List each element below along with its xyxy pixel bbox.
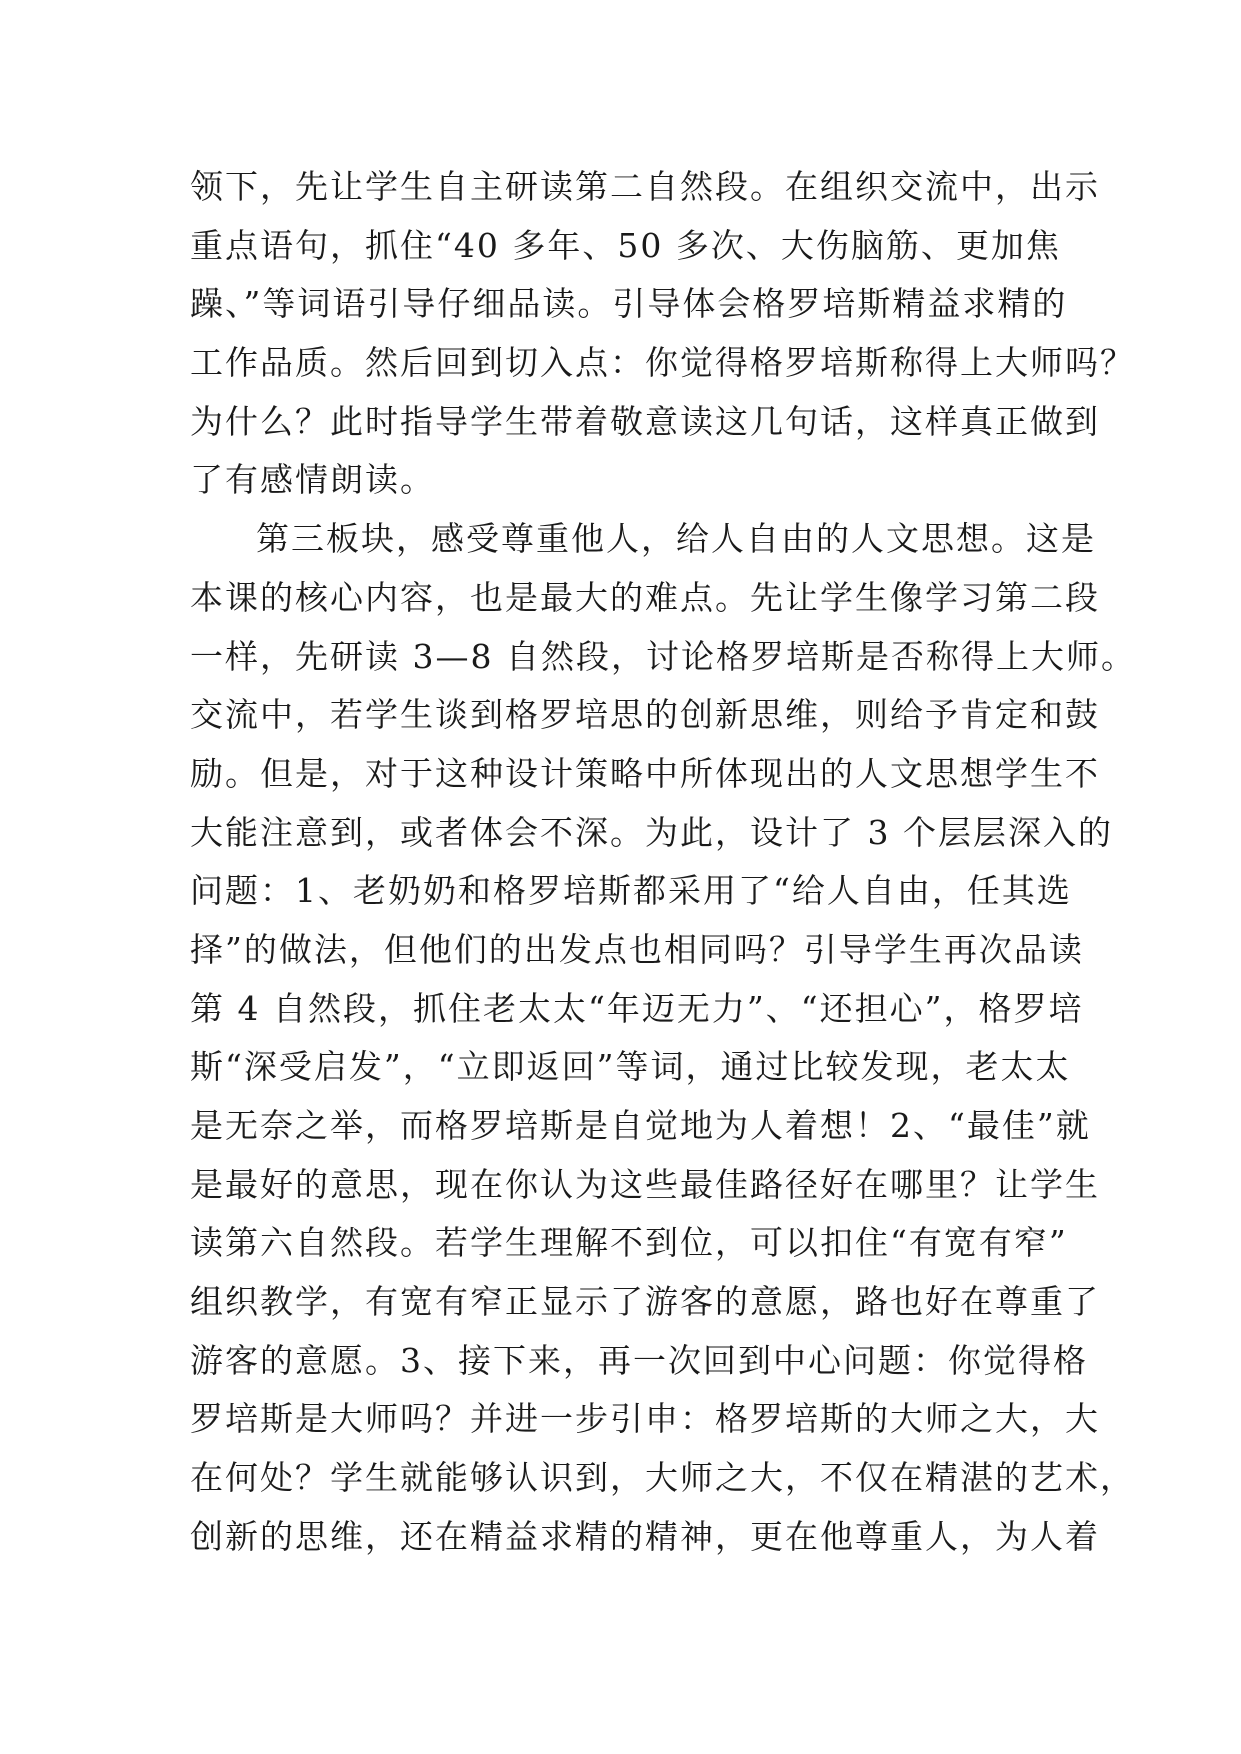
text-line: 励。但是，对于这种设计策略中所体现出的人文思想学生不 <box>190 753 1100 793</box>
text-line: 罗培斯是大师吗？并进一步引申：格罗培斯的大师之大，大 <box>190 1399 1100 1439</box>
text-line: 组织教学，有宽有窄正显示了游客的意愿，路也好在尊重了 <box>190 1282 1100 1322</box>
text-line: 斯“深受启发”，“立即返回”等词，通过比较发现，老太太 <box>190 1047 1071 1087</box>
text-line: 是无奈之举，而格罗培斯是自觉地为人着想！2、“最佳”就 <box>190 1106 1091 1145</box>
text-line: 躁、”等词语引导仔细品读。引导体会格罗培斯精益求精的 <box>190 284 1068 324</box>
text-line: 领下，先让学生自主研读第二自然段。在组织交流中，出示 <box>190 167 1100 206</box>
text-line: 重点语句，抓住“40 多年、50 多次、大伤脑筋、更加焦 <box>190 225 1061 265</box>
text-line: 大能注意到，或者体会不深。为此，设计了 3 个层层深入的 <box>190 812 1113 852</box>
text-line: 交流中，若学生谈到格罗培思的创新思维，则给予肯定和鼓 <box>190 695 1100 735</box>
text-line: 一样，先研读 3—8 自然段，讨论格罗培斯是否称得上大师。 <box>190 636 1136 676</box>
text-line: 在何处？学生就能够认识到，大师之大，不仅在精湛的艺术， <box>190 1458 1135 1498</box>
text-line: 为什么？此时指导学生带着敬意读这几句话，这样真正做到 <box>190 401 1100 441</box>
text-line: 游客的意愿。3、接下来，再一次回到中心问题：你觉得格 <box>190 1340 1088 1380</box>
text-line-first: 第三板块，感受尊重他人，给人自由的人文思想。这是 <box>256 519 1096 559</box>
text-line: 是最好的意思，现在你认为这些最佳路径好在哪里？让学生 <box>190 1164 1100 1204</box>
text-line: 第 4 自然段，抓住老太太“年迈无力”、“还担心”，格罗培 <box>190 988 1084 1028</box>
text-line: 工作品质。然后回到切入点：你觉得格罗培斯称得上大师吗？ <box>190 343 1135 383</box>
paragraph-2 <box>190 510 1136 1566</box>
body-text <box>190 158 1136 1567</box>
text-line: 择”的做法，但他们的出发点也相同吗？引导学生再次品读 <box>190 929 1084 969</box>
text-line: 读第六自然段。若学生理解不到位，可以扣住“有宽有窄” <box>190 1223 1068 1263</box>
text-line: 本课的核心内容，也是最大的难点。先让学生像学习第二段 <box>190 577 1100 617</box>
paragraph-1 <box>190 158 1135 510</box>
text-line: 了有感情朗读。 <box>190 460 435 500</box>
text-line: 问题：1、老奶奶和格罗培斯都采用了“给人自由，任其选 <box>190 871 1072 911</box>
text-line: 创新的思维，还在精益求精的精神，更在他尊重人，为人着 <box>190 1516 1100 1556</box>
